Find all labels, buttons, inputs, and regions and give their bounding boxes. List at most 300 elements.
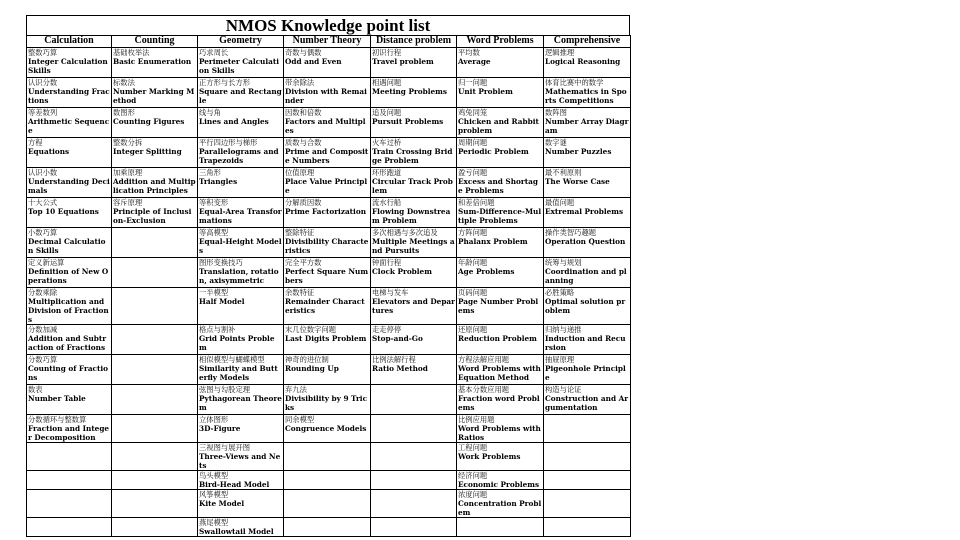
chinese-label: 等高模型 [199,228,229,237]
table-cell [284,138,371,168]
chinese-label: 环形跑道 [372,168,402,177]
chinese-label: 余数特征 [285,288,315,297]
english-label: Flowing Downstream Problem [372,207,451,225]
chinese-label: 体育比赛中的数学 [545,78,604,87]
chinese-label: 整数分拆 [113,138,143,147]
english-label: Extremal Problems [545,207,624,216]
table-cell [284,415,371,443]
chinese-label: 比例应用题 [458,415,495,424]
table-cell [27,443,112,471]
table-cell [371,78,457,108]
english-label: Number Array Diagram [545,117,629,135]
english-label: Addition and Multiplication Principles [113,177,196,195]
chinese-label: 风筝模型 [199,490,229,499]
english-label: Equations [28,147,70,156]
page-title: NMOS Knowledge point list [26,15,630,35]
table-cell [27,355,112,385]
table-cell [371,325,457,355]
english-label: Age Problems [458,267,515,276]
english-label: Mathematics in Sports Competitions [545,87,627,105]
table-cell [544,288,631,325]
english-label: Word Problems with Ratios [458,424,541,442]
chinese-label: 平行四边形与梯形 [199,138,258,147]
chinese-label: 图形变换技巧 [199,258,243,267]
table-cell [371,228,457,258]
english-label: Train Crossing Bridge Problem [372,147,453,165]
table-cell [198,471,284,490]
table-cell [27,138,112,168]
table-cell [284,198,371,228]
table-cell [27,325,112,355]
english-label: Operation Question [545,237,626,246]
chinese-label: 神奇的进位制 [285,355,329,364]
table-row [27,518,631,537]
table-cell [284,48,371,78]
table-cell [198,78,284,108]
english-label: Three-Views and Nets [199,452,281,470]
table-cell [27,78,112,108]
table-cell [112,48,198,78]
table-row [27,415,631,443]
table-cell [457,138,544,168]
table-cell [198,518,284,537]
table-cell [457,471,544,490]
english-label: Chicken and Rabbit problem [458,117,539,135]
table-row [27,258,631,288]
table-cell [112,228,198,258]
table-row [27,78,631,108]
table-row [27,168,631,198]
table-cell [544,471,631,490]
table-cell [112,258,198,288]
chinese-label: 火车过桥 [372,138,402,147]
chinese-label: 同余模型 [285,415,315,424]
table-cell [27,228,112,258]
table-row [27,108,631,138]
chinese-label: 最值问题 [545,198,575,207]
table-cell [284,288,371,325]
english-label: Excess and Shortage Problems [458,177,538,195]
chinese-label: 流水行船 [372,198,402,207]
chinese-label: 初识行程 [372,48,402,57]
table-cell [371,490,457,518]
english-label: Congruence Models [285,424,367,433]
table-cell [112,415,198,443]
table-cell [27,258,112,288]
table-cell [371,258,457,288]
english-label: Unit Problem [458,87,513,96]
table-cell [112,518,198,537]
column-header: Distance problem [371,36,457,48]
table-cell [371,168,457,198]
table-cell [27,108,112,138]
english-label: Prime and Composite Numbers [285,147,369,165]
table-cell [198,198,284,228]
chinese-label: 巧求周长 [199,48,229,57]
chinese-label: 平均数 [458,48,480,57]
chinese-label: 带余除法 [285,78,315,87]
table-cell [198,385,284,415]
chinese-label: 标数法 [113,78,135,87]
table-cell [371,471,457,490]
english-label: Pigeonhole Principle [545,364,626,382]
chinese-label: 分解质因数 [285,198,322,207]
table-cell [544,518,631,537]
table-cell [544,228,631,258]
chinese-label: 归纳与递推 [545,325,582,334]
chinese-label: 整除特征 [285,228,315,237]
chinese-label: 小数巧算 [28,228,58,237]
english-label: Grid Points Problem [199,334,275,352]
knowledge-point-sheet [26,15,630,537]
english-label: Counting of Fractions [28,364,108,382]
chinese-label: 认识分数 [28,78,58,87]
english-label: Bird-Head Model [199,480,270,489]
english-label: Ratio Method [372,364,428,373]
chinese-label: 构造与论证 [545,385,582,394]
table-row [27,138,631,168]
column-header: Number Theory [284,36,371,48]
table-cell [198,228,284,258]
table-cell [284,325,371,355]
chinese-label: 认识小数 [28,168,58,177]
table-row [27,228,631,258]
table-cell [284,385,371,415]
english-label: Definition of New Operations [28,267,109,285]
chinese-label: 电梯与发车 [372,288,409,297]
table-cell [284,518,371,537]
chinese-label: 定义新运算 [28,258,65,267]
table-cell [457,78,544,108]
chinese-label: 立体图形 [199,415,229,424]
column-header: Word Problems [457,36,544,48]
english-label: Meeting Problems [372,87,447,96]
table-cell [198,325,284,355]
table-cell [27,518,112,537]
english-label: Perimeter Calculation Skills [199,57,280,75]
english-label: Integer Splitting [113,147,182,156]
english-label: Multiple Meetings and Pursuits [372,237,455,255]
chinese-label: 弦图与勾股定理 [199,385,251,394]
knowledge-point-table [26,35,631,537]
chinese-label: 三视图与展开图 [199,443,251,452]
english-label: Top 10 Equations [28,207,99,216]
chinese-label: 质数与合数 [285,138,322,147]
table-cell [27,168,112,198]
chinese-label: 容斥原理 [113,198,143,207]
column-header: Counting [112,36,198,48]
chinese-label: 页码问题 [458,288,488,297]
table-row [27,443,631,471]
table-cell [284,471,371,490]
table-cell [544,443,631,471]
table-cell [457,325,544,355]
table-cell [112,138,198,168]
chinese-label: 归一问题 [458,78,488,87]
chinese-label: 分数加减 [28,325,58,334]
table-cell [457,490,544,518]
table-cell [457,228,544,258]
table-cell [112,198,198,228]
table-cell [27,288,112,325]
chinese-label: 奇数与偶数 [285,48,322,57]
english-label: Number Puzzles [545,147,612,156]
chinese-label: 因数和倍数 [285,108,322,117]
english-label: Addition and Subtraction of Fractions [28,334,107,352]
chinese-label: 三角形 [199,168,221,177]
table-cell [544,490,631,518]
chinese-label: 数字谜 [545,138,567,147]
chinese-label: 分数乘除 [28,288,58,297]
table-cell [371,355,457,385]
english-label: Rounding Up [285,364,339,373]
english-label: Factors and Multiples [285,117,366,135]
english-label: Lines and Angles [199,117,269,126]
chinese-label: 统筹与规划 [545,258,582,267]
table-cell [112,443,198,471]
english-label: Arithmetic Sequence [28,117,110,135]
english-label: Multiplication and Division of Fractions [28,297,109,324]
english-label: Division with Remainder [285,87,367,105]
table-row [27,355,631,385]
table-cell [544,198,631,228]
table-cell [371,443,457,471]
table-cell [457,415,544,443]
table-cell [27,490,112,518]
table-cell [544,138,631,168]
english-label: Optimal solution problem [545,297,626,315]
chinese-label: 经济问题 [458,471,488,480]
table-row [27,198,631,228]
english-label: Coordination and planning [545,267,627,285]
english-label: Fraction word Problems [458,394,540,412]
table-cell [284,490,371,518]
english-label: Average [458,57,491,66]
chinese-label: 工程问题 [458,443,488,452]
english-label: Elevators and Departures [372,297,455,315]
chinese-label: 位值原理 [285,168,315,177]
chinese-label: 末几位数字问题 [285,325,337,334]
table-cell [284,228,371,258]
table-cell [112,355,198,385]
english-label: Similarity and Butterfly Models [199,364,278,382]
english-label: Swallowtail Model [199,527,274,536]
table-cell [112,490,198,518]
table-cell [457,443,544,471]
table-cell [112,108,198,138]
table-body [27,48,631,537]
english-label: Divisibility Characteristics [285,237,369,255]
table-cell [198,48,284,78]
english-label: Square and Rectangle [199,87,282,105]
english-label: Number Marking Method [113,87,195,105]
table-cell [457,108,544,138]
english-label: Reduction Problem [458,334,537,343]
chinese-label: 等差数列 [28,108,58,117]
table-cell [371,518,457,537]
table-cell [112,385,198,415]
chinese-label: 线与角 [199,108,221,117]
table-cell [198,443,284,471]
chinese-label: 走走停停 [372,325,402,334]
table-cell [112,168,198,198]
table-cell [198,138,284,168]
chinese-label: 相遇问题 [372,78,402,87]
chinese-label: 相似模型与蝴蝶模型 [199,355,265,364]
chinese-label: 数表 [28,385,43,394]
table-cell [198,168,284,198]
english-label: Remainder Characteristics [285,297,365,315]
english-label: Triangles [199,177,238,186]
english-label: Phalanx Problem [458,237,528,246]
table-cell [544,415,631,443]
english-label: Odd and Even [285,57,342,66]
english-label: Understanding Decimals [28,177,110,195]
english-label: Word Problems with Equation Method [458,364,541,382]
chinese-label: 一半模型 [199,288,229,297]
english-label: Last Digits Problem [285,334,367,343]
english-label: Counting Figures [113,117,185,126]
chinese-label: 十大公式 [28,198,58,207]
chinese-label: 正方形与长方形 [199,78,251,87]
english-label: Translation, rotation, axisymmetric [199,267,279,285]
table-cell [284,258,371,288]
table-row [27,288,631,325]
chinese-label: 浓度问题 [458,490,488,499]
table-cell [457,385,544,415]
chinese-label: 最不利原则 [545,168,582,177]
table-cell [27,385,112,415]
table-cell [198,415,284,443]
table-cell [198,355,284,385]
english-label: Divisibility by 9 Tricks [285,394,368,412]
chinese-label: 鸟头模型 [199,471,229,480]
english-label: Circular Track Problem [372,177,453,195]
chinese-label: 年龄问题 [458,258,488,267]
english-label: Sum-Difference-Multiple Problems [458,207,542,225]
english-label: Equal-Area Transformations [199,207,282,225]
table-cell [284,355,371,385]
chinese-label: 钟面行程 [372,258,402,267]
header-row [27,36,631,48]
table-row [27,48,631,78]
chinese-label: 逻辑推理 [545,48,575,57]
chinese-label: 操作类智巧趣题 [545,228,597,237]
chinese-label: 分数巧算 [28,355,58,364]
chinese-label: 数阵图 [545,108,567,117]
table-cell [544,258,631,288]
chinese-label: 基本分数应用题 [458,385,510,394]
chinese-label: 追及问题 [372,108,402,117]
english-label: Fraction and Integer Decomposition [28,424,110,442]
table-cell [457,258,544,288]
chinese-label: 等积变形 [199,198,229,207]
chinese-label: 周期问题 [458,138,488,147]
english-label: Stop-and-Go [372,334,423,343]
column-header: Calculation [27,36,112,48]
chinese-label: 和差倍问题 [458,198,495,207]
chinese-label: 加乘原理 [113,168,143,177]
chinese-label: 多次相遇与多次追及 [372,228,438,237]
english-label: Pursuit Problems [372,117,444,126]
table-cell [27,48,112,78]
english-label: Prime Factorization [285,207,366,216]
table-cell [112,78,198,108]
english-label: Travel problem [372,57,434,66]
table-cell [457,48,544,78]
chinese-label: 抽屉原理 [545,355,575,364]
chinese-label: 盈亏问题 [458,168,488,177]
chinese-label: 燕尾模型 [199,518,229,527]
chinese-label: 鸡兔同笼 [458,108,488,117]
english-label: Periodic Problem [458,147,529,156]
chinese-label: 方程法解应用题 [458,355,510,364]
table-cell [457,168,544,198]
english-label: Decimal Calculation Skills [28,237,106,255]
table-cell [198,490,284,518]
table-cell [457,288,544,325]
table-cell [198,258,284,288]
chinese-label: 还原问题 [458,325,488,334]
table-cell [112,288,198,325]
chinese-label: 分数循环与整数算 [28,415,87,424]
english-label: Perfect Square Numbers [285,267,369,285]
column-header: Geometry [198,36,284,48]
table-cell [198,288,284,325]
table-cell [371,385,457,415]
table-cell [457,518,544,537]
english-label: Basic Enumeration [113,57,192,66]
english-label: Pythagorean Theorem [199,394,282,412]
table-cell [544,325,631,355]
english-label: Page Number Problems [458,297,539,315]
table-cell [198,108,284,138]
chinese-label: 方阵问题 [458,228,488,237]
table-cell [371,138,457,168]
english-label: Concentration Problem [458,499,542,517]
chinese-label: 数图形 [113,108,135,117]
english-label: Number Table [28,394,86,403]
table-cell [371,415,457,443]
chinese-label: 方程 [28,138,43,147]
table-cell [284,108,371,138]
english-label: Kite Model [199,499,245,508]
english-label: Work Problems [458,452,521,461]
english-label: 3D-Figure [199,424,241,433]
table-cell [544,168,631,198]
chinese-label: 格点与割补 [199,325,236,334]
english-label: Principle of Inclusion-Exclusion [113,207,192,225]
table-cell [371,108,457,138]
english-label: Integer Calculation Skills [28,57,108,75]
table-cell [27,415,112,443]
table-row [27,325,631,355]
english-label: Clock Problem [372,267,432,276]
chinese-label: 基础枚举法 [113,48,150,57]
table-cell [544,48,631,78]
table-cell [457,355,544,385]
table-cell [544,108,631,138]
table-cell [112,471,198,490]
chinese-label: 弃九法 [285,385,307,394]
table-cell [371,198,457,228]
table-cell [112,325,198,355]
english-label: Economic Problems [458,480,540,489]
table-cell [284,78,371,108]
table-cell [457,198,544,228]
table-cell [544,355,631,385]
english-label: Construction and Argumentation [545,394,629,412]
